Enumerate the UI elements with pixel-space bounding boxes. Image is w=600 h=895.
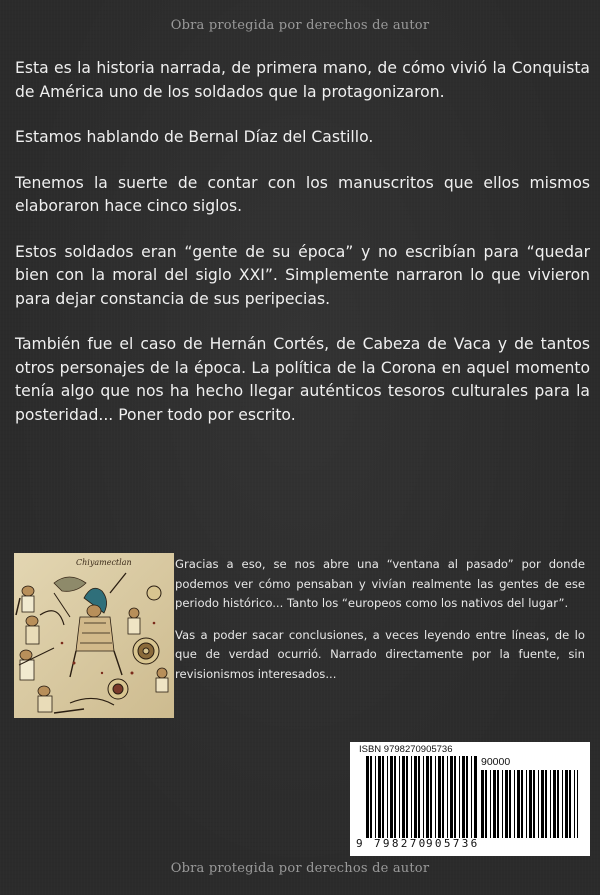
blurb-paragraph-3: Tenemos la suerte de contar con los manuscritos que ellos mismos elaboraron hace cinco siglos. xyxy=(15,173,590,215)
barcode-bar xyxy=(574,770,575,838)
barcode-bar xyxy=(545,770,547,838)
isbn-barcode xyxy=(350,742,590,856)
barcode-bar xyxy=(490,770,491,838)
barcode-bar xyxy=(529,770,532,838)
barcode-bar xyxy=(509,770,511,838)
barcode-bar xyxy=(485,770,487,838)
barcode-bar xyxy=(402,756,405,838)
barcode-bar xyxy=(550,770,551,838)
blurb-paragraph-1: Esta es la historia narrada, de primera mano, de cómo vivió la Conquista de América uno de los soldados que la protagonizaron. xyxy=(15,59,590,101)
barcode-bar xyxy=(394,756,396,838)
barcode-bar xyxy=(565,770,568,838)
barcode-bar xyxy=(471,756,472,838)
barcode-bar xyxy=(517,770,520,838)
barcode-bar xyxy=(466,756,468,838)
barcode-bar xyxy=(450,756,453,838)
barcode-bar xyxy=(454,756,456,838)
barcode-digits-right: 905736 xyxy=(426,837,480,850)
codex-illustration xyxy=(14,553,174,718)
barcode-bar xyxy=(406,756,408,838)
barcode-bar xyxy=(447,756,448,838)
side-blurb xyxy=(175,555,585,696)
barcode-digits-left: 798270 xyxy=(374,837,428,850)
barcode-bar xyxy=(553,770,556,838)
barcode-bar xyxy=(418,756,420,838)
blurb-paragraph-5: También fue el caso de Hernán Cortés, de Cabeza de Vaca y de tantos otros personajes de la época. La política de la Corona en aquel momento tenía algo que nos ha hecho llegar auténticos tesoros culturales para la posteridad... Poner todo por escrito. xyxy=(15,335,590,424)
barcode-digits xyxy=(350,837,590,853)
barcode-bar xyxy=(505,770,508,838)
barcode-bar xyxy=(423,756,424,838)
barcode-bar xyxy=(459,756,460,838)
barcode-bar xyxy=(399,756,400,838)
barcode-bar xyxy=(526,770,527,838)
barcode-bar xyxy=(514,770,515,838)
price-addon-number: 90000 xyxy=(481,756,511,768)
barcode-bar xyxy=(426,756,429,838)
barcode-bar xyxy=(557,770,559,838)
codex-battle-illustration-icon xyxy=(14,553,174,718)
barcode-bar xyxy=(538,770,539,838)
barcode-bar xyxy=(378,756,381,838)
barcode-bar xyxy=(411,756,412,838)
side-paragraph-2: Vas a poder sacar conclusiones, a veces leyendo entre líneas, de lo que de verdad ocurrió. Narrado directamente por la fuente, sin revisionismos interesados... xyxy=(175,627,585,681)
barcode-bar xyxy=(370,756,372,838)
barcode-bar xyxy=(521,770,523,838)
barcode-digit-lead: 9 xyxy=(356,837,363,850)
barcode-bar xyxy=(366,756,369,838)
barcode-bar xyxy=(438,756,441,838)
barcode-bar xyxy=(502,770,503,838)
barcode-bar xyxy=(533,770,535,838)
barcode-bar xyxy=(390,756,393,838)
barcode-bar xyxy=(481,770,484,838)
barcode-bar xyxy=(462,756,465,838)
barcode-bar xyxy=(442,756,444,838)
blurb-paragraph-4: Estos soldados eran “gente de su época” y no escribían para “quedar bien con la moral del siglo XXI”. Simplemente narraron lo que vivieron para dejar constancia de sus peripecias. xyxy=(15,242,590,308)
barcode-bar xyxy=(562,770,563,838)
illustration-caption: Chiyamectlan xyxy=(76,558,132,567)
blurb-paragraph-2: Estamos hablando de Bernal Díaz del Castillo. xyxy=(15,128,374,146)
barcode-bar xyxy=(493,770,496,838)
barcode-bar xyxy=(569,770,571,838)
side-paragraph-1: Gracias a eso, se nos abre una “ventana al pasado” por donde podemos ver cómo pensaban y vivían realmente las gentes de ese periodo histórico... Tanto los “europeos como los nativos del lugar”. xyxy=(175,557,585,610)
isbn-label: ISBN 9798270905736 xyxy=(359,744,453,755)
barcode-bar xyxy=(474,756,477,838)
copyright-watermark-top: Obra protegida por derechos de autor xyxy=(170,18,430,33)
barcode-bar xyxy=(497,770,499,838)
copyright-watermark-bottom: Obra protegida por derechos de autor xyxy=(170,861,430,876)
back-cover-blurb xyxy=(15,57,590,427)
barcode-bar xyxy=(414,756,417,838)
barcode-bar xyxy=(382,756,384,838)
barcode-bar xyxy=(387,756,388,838)
barcode-bar xyxy=(541,770,544,838)
barcode-bar xyxy=(577,770,578,838)
barcode-bar xyxy=(430,756,432,838)
barcode-bar xyxy=(375,756,376,838)
barcode-bar xyxy=(435,756,436,838)
